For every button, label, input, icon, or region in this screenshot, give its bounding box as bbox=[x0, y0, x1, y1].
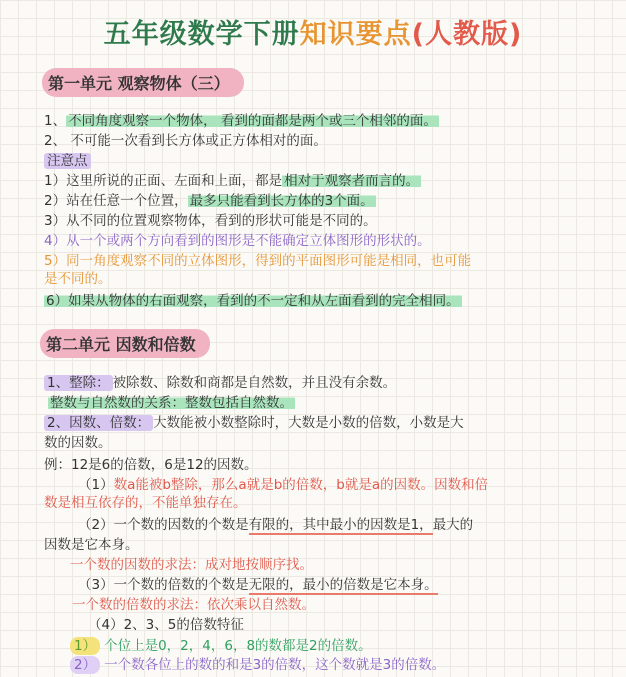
feature-2-text: 一个数各位上的数的和是3的倍数，这个数就是3的倍数。 bbox=[104, 657, 446, 673]
page-title bbox=[0, 12, 626, 51]
note-3: 3）从不同的位置观察物体，看到的形状可能是不同的。 bbox=[44, 213, 377, 229]
note-2-a: 2）站在任意一个位置， bbox=[44, 193, 188, 209]
integer-relation bbox=[48, 394, 295, 412]
property-1-text: 数a能被b整除，那么a就是b的倍数，b就是a的因数。因数和倍 bbox=[113, 477, 489, 493]
note-5-b: 是不同的。 bbox=[44, 271, 112, 287]
unit2-heading: 第二单元 因数和倍数 bbox=[40, 329, 210, 358]
property-1-num: （1） bbox=[78, 477, 114, 493]
property-2-b: 有限的， bbox=[248, 517, 303, 533]
property-2-e: 因数是它本身。 bbox=[44, 537, 139, 553]
feature-1-num: 1） bbox=[70, 637, 100, 655]
unit1-heading: 第一单元 观察物体（三） bbox=[42, 68, 244, 97]
title-part-2: 知识要点 bbox=[299, 19, 412, 50]
factor-multiple-def bbox=[44, 414, 464, 432]
unit1-point-1-text: 不同角度观察一个物体， 看到的面都是两个或三个相邻的面。 bbox=[68, 113, 437, 129]
factor-multiple-label: 2、因数、倍数： bbox=[44, 415, 153, 431]
factor-method: 一个数的因数的求法：成对地按顺序找。 bbox=[70, 557, 313, 573]
unit1-point-2: 2、 不可能一次看到长方体或正方体相对的面。 bbox=[44, 133, 327, 149]
note-label-text: 注意点 bbox=[44, 153, 91, 169]
property-2 bbox=[78, 516, 473, 534]
property-4: （4）2、3、5的倍数特征 bbox=[88, 617, 244, 633]
property-1 bbox=[78, 476, 488, 494]
feature-2-num: 2） bbox=[70, 656, 100, 674]
title-part-3: (人教版) bbox=[411, 19, 523, 50]
note-1-b: 相对于观察者而言的。 bbox=[284, 173, 420, 189]
note-6-text: 6）如果从物体的右面观察，看到的不一定和从左面看到的完全相同。 bbox=[46, 293, 460, 309]
feature-1 bbox=[70, 637, 372, 655]
divisible-text: 被除数、除数和商都是自然数，并且没有余数。 bbox=[112, 375, 397, 391]
property-3-b: 无限的， bbox=[248, 577, 303, 593]
unit1-point-1-num: 1、 bbox=[44, 113, 67, 129]
factor-multiple-text: 大数能被小数整除时，大数是小数的倍数，小数是大 bbox=[153, 415, 464, 431]
note-6 bbox=[44, 292, 462, 310]
note-2-b: 最多只能看到长方体的3个面。 bbox=[189, 193, 374, 209]
note-label bbox=[44, 152, 91, 170]
note-2 bbox=[44, 192, 376, 210]
note-1 bbox=[44, 172, 421, 190]
feature-1-text: 个位上是0，2，4，6，8的数都是2的倍数。 bbox=[104, 638, 372, 654]
divisible-def bbox=[44, 374, 396, 392]
property-3-a: （3）一个数的倍数的个数是 bbox=[78, 577, 249, 593]
property-1-text-2: 数是相互依存的，不能单独存在。 bbox=[44, 495, 247, 511]
integer-relation-text: 整数与自然数的关系：整数包括自然数。 bbox=[50, 395, 293, 411]
example: 例：12是6的倍数，6是12的因数。 bbox=[44, 457, 258, 473]
property-3 bbox=[78, 576, 438, 594]
title-part-1: 五年级数学下册 bbox=[103, 19, 300, 50]
unit1-point-1 bbox=[44, 112, 439, 130]
property-2-c: 其中最小的因数是1， bbox=[302, 517, 433, 533]
property-2-a: （2）一个数的因数的个数是 bbox=[78, 517, 249, 533]
note-1-a: 1）这里所说的正面、左面和上面，都是 bbox=[44, 173, 283, 189]
multiple-method: 一个数的倍数的求法：依次乘以自然数。 bbox=[72, 597, 315, 613]
feature-2 bbox=[70, 656, 445, 674]
property-3-c: 最小的倍数是它本身。 bbox=[302, 577, 438, 593]
note-4: 4）从一个或两个方向看到的图形是不能确定立体图形的形状的。 bbox=[44, 233, 431, 249]
divisible-label: 1、整除： bbox=[44, 375, 113, 391]
factor-multiple-text-2: 数的因数。 bbox=[44, 435, 112, 451]
note-5-a: 5）同一角度观察不同的立体图形，得到的平面图形可能是相同，也可能 bbox=[44, 253, 472, 269]
property-2-d: 最大的 bbox=[432, 517, 474, 533]
